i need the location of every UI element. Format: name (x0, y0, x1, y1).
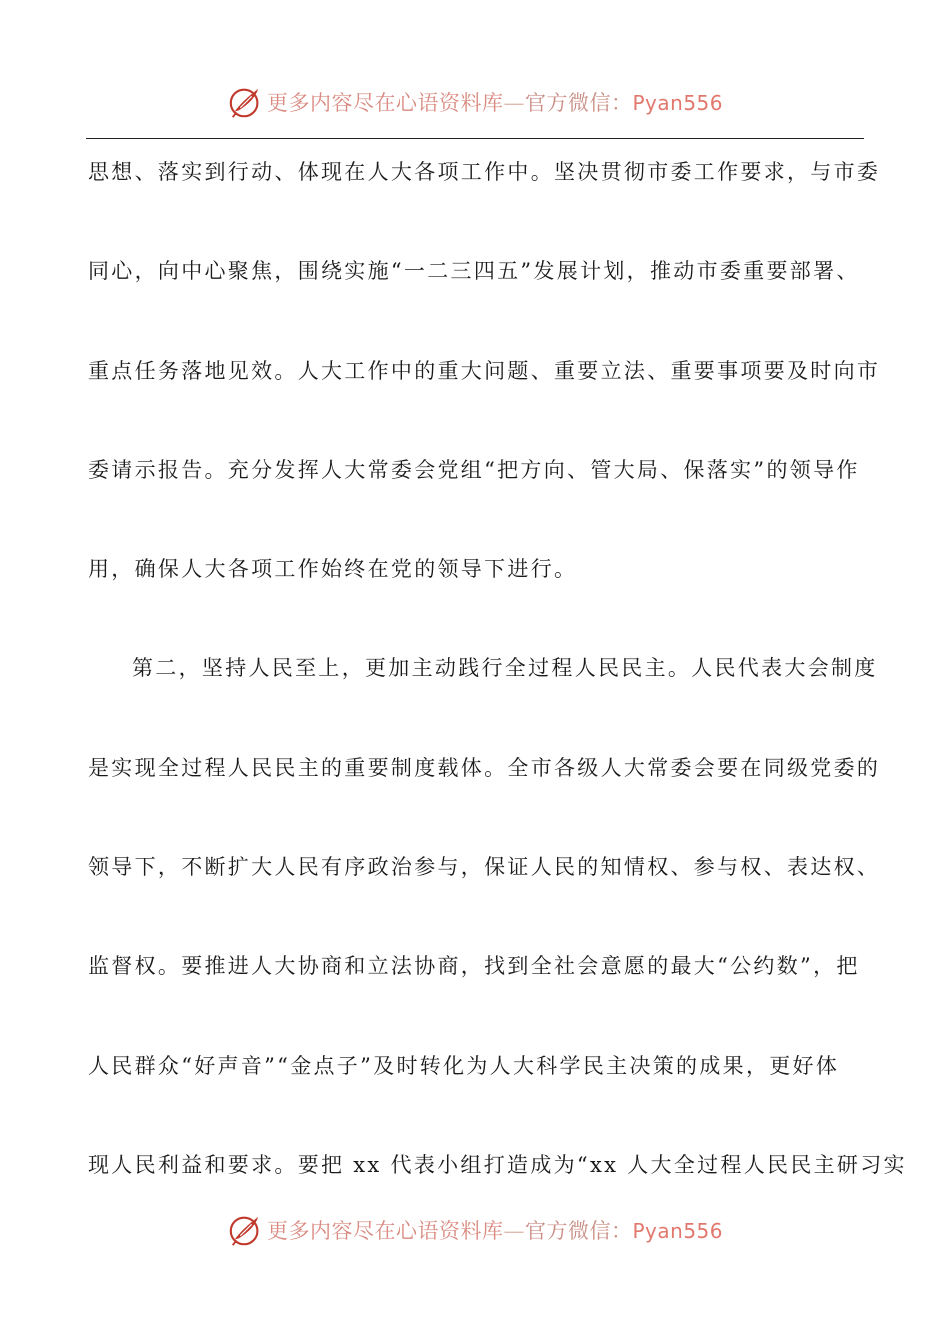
banner-dash: — (503, 91, 525, 115)
paragraph-start-line: 第二，坚持人民至上，更加主动践行全过程人民民主。人民代表大会制度 (132, 656, 878, 681)
banner-wechat-label: 官方微信： (524, 91, 633, 115)
body-line: 思想、落实到行动、体现在人大各项工作中。坚决贯彻市委工作要求，与市委 (88, 160, 881, 184)
body-line: 是实现全过程人民民主的重要制度载体。全市各级人大常委会要在同级党委的 (88, 755, 881, 780)
banner-text (267, 87, 723, 117)
footer-banner (0, 1210, 950, 1250)
body-line: 同心，向中心聚焦，围绕实施“一二三四五”发展计划，推动市委重要部署、 (88, 259, 860, 284)
document-body (88, 150, 907, 1242)
banner-text (267, 1215, 723, 1245)
body-line: 委请示报告。充分发挥人大常委会党组“把方向、管大局、保落实”的领导作 (88, 457, 860, 482)
banner-wechat-id: Pyan556 (632, 1219, 723, 1243)
body-line: 领导下，不断扩大人民有序政治参与，保证人民的知情权、参与权、表达权、 (88, 855, 881, 880)
body-line: 人民群众“好声音”“金点子”及时转化为人大科学民主决策的成果，更好体 (88, 1053, 840, 1078)
banner-wechat-id: Pyan556 (632, 91, 723, 115)
body-line: 重点任务落地见效。人大工作中的重大问题、重要立法、重要事项要及时向市 (88, 358, 881, 383)
banner-brand: 更多内容尽在心语资料库 (266, 91, 504, 115)
body-line: 用，确保人大各项工作始终在党的领导下进行。 (88, 557, 578, 582)
banner-brand: 更多内容尽在心语资料库 (266, 1219, 504, 1243)
header-banner (0, 82, 950, 122)
header-divider (86, 138, 864, 139)
quill-logo-icon (227, 83, 265, 121)
quill-logo-icon (227, 1211, 265, 1249)
body-line: 现人民利益和要求。要把 xx 代表小组打造成为“xx 人大全过程人民民主研习实 (88, 1152, 907, 1177)
banner-dash: — (503, 1219, 525, 1243)
banner-wechat-label: 官方微信： (524, 1219, 633, 1243)
body-line: 监督权。要推进人大协商和立法协商，找到全社会意愿的最大“公约数”，把 (88, 954, 860, 979)
